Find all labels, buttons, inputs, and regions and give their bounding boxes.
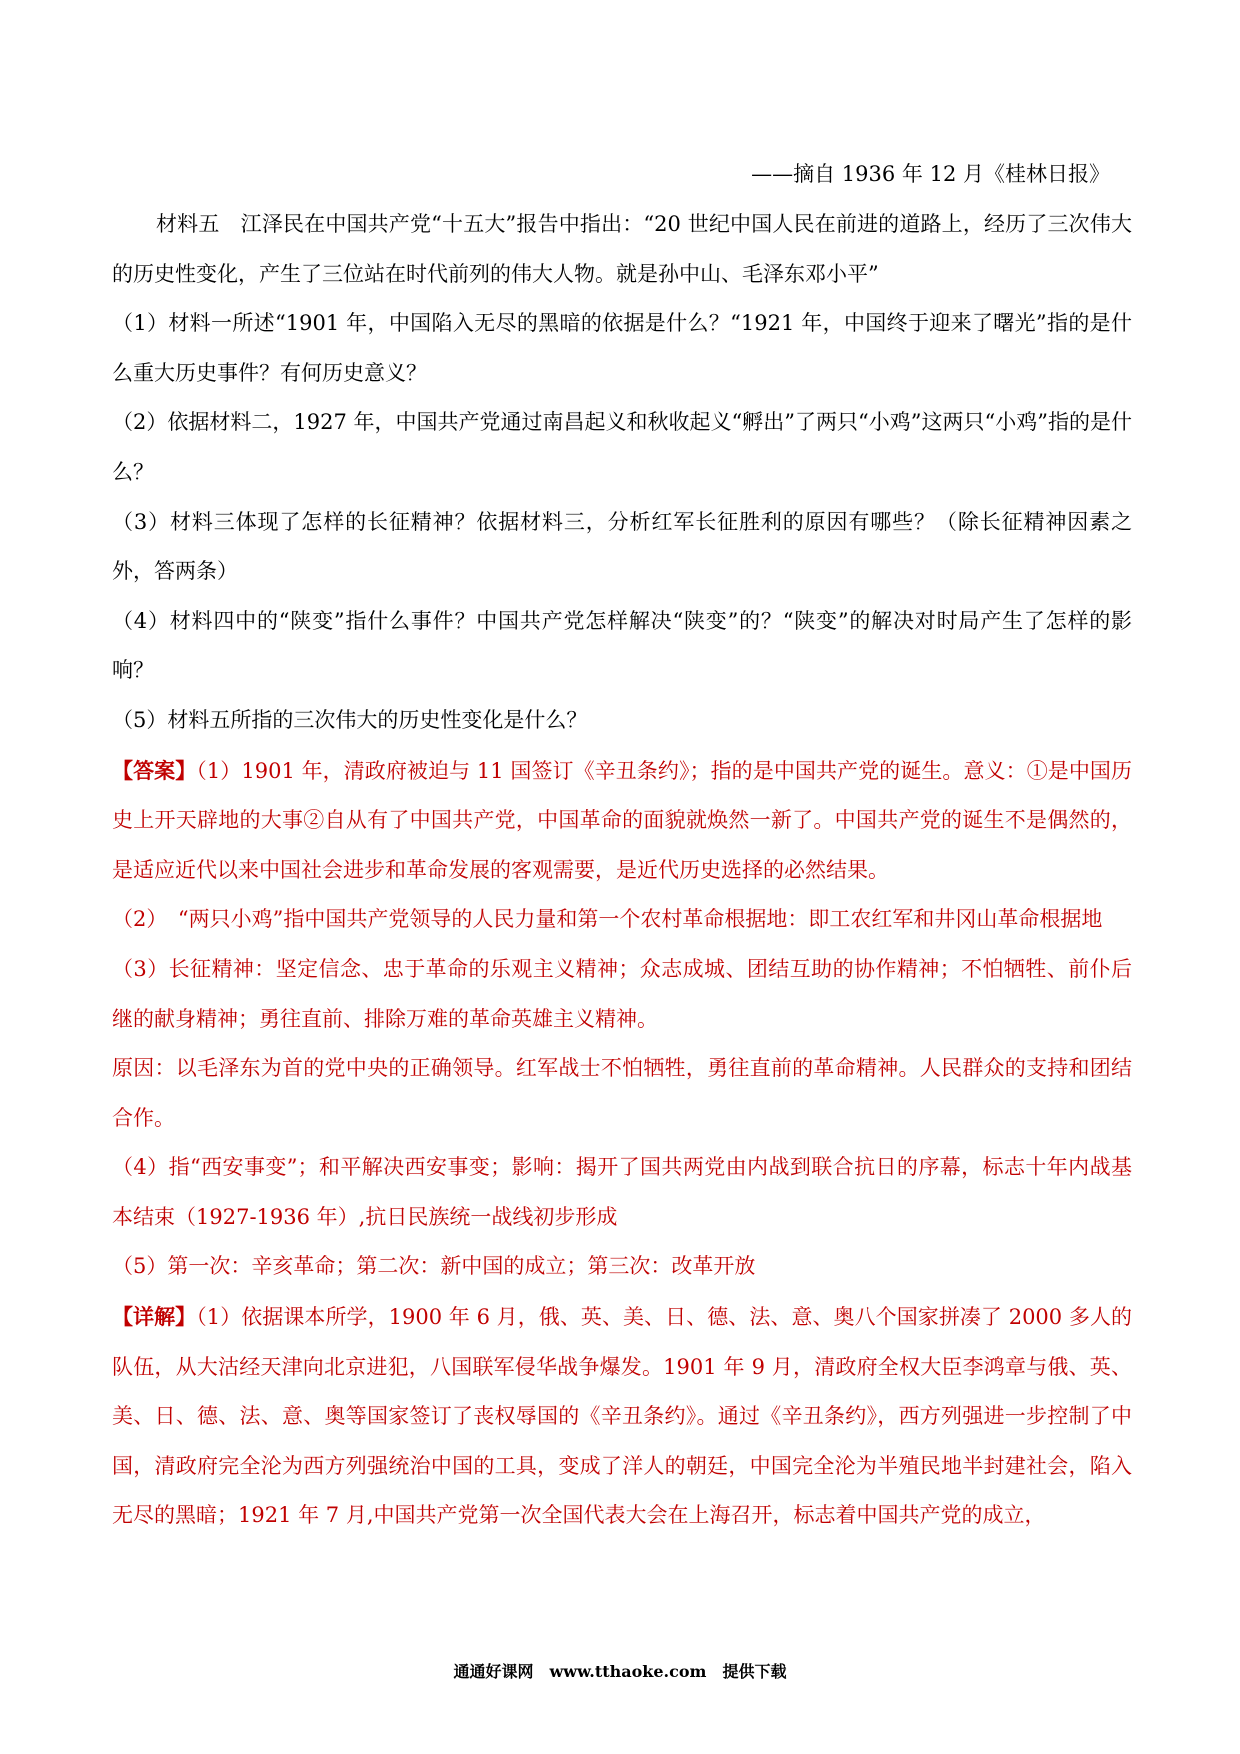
source-citation: ——摘自 1936 年 12 月《桂林日报》 — [751, 162, 1110, 186]
answer-1: （1）1901 年，清政府被迫与 11 国签订《辛丑条约》；指的是中国共产党的诞生。意义：①是中国历史上开天辟地的大事②自从有了中国共产党，中国革命的面貌就焕然一新了。中国共产党的诞生不是偶然的，是适应近代以来中国社会进步和革命发展的客观需要，是近代历史选择的必然结果。 — [112, 758, 1132, 882]
answer-4: （4）指“西安事变”；和平解决西安事变；影响：揭开了国共两党由内战到联合抗日的序幕，标志十年内战基本结束（1927-1936 年）,抗日民族统一战线初步形成 — [112, 1155, 1132, 1229]
question-3: （3）材料三体现了怎样的长征精神？依据材料三，分析红军长征胜利的原因有哪些？（除长征精神因素之外，答两条） — [112, 509, 1132, 584]
detail-text: （1）依据课本所学，1900 年 6 月，俄、英、美、日、德、法、意、奥八个国家拼凑了 2000 多人的队伍，从大沽经天津向北京进犯，八国联军侵华战争爆发。1901 年 9 月，清政府全权大臣李鸿章与俄、英、美、日、德、法、意、奥等国家签订了丧权辱国的《辛丑条约》。通过《辛丑条约》，西方列强进一步控制了中国，清政府完全沦为西方列强统治中国的工具，变成了洋人的朝廷，中国完全沦为半殖民地半封建社会，陷入无尽的黑暗；1921 年 7 月,中国共产党第一次全国代表大会在上海召开，标志着中国共产党的成立， — [112, 1305, 1132, 1528]
question-5: （5）材料五所指的三次伟大的历史性变化是什么？ — [112, 707, 588, 732]
question-2: （2）依据材料二，1927 年，中国共产党通过南昌起义和秋收起义“孵出”了两只“小鸡”这两只“小鸡”指的是什么？ — [112, 410, 1132, 484]
answer-label: 【答案】 — [112, 757, 197, 783]
detail-paragraph — [112, 1292, 1132, 1541]
answer-paragraph — [112, 746, 1132, 896]
answer-5: （5）第一次：辛亥革命；第二次：新中国的成立；第三次：改革开放 — [112, 1254, 756, 1279]
document-body — [112, 200, 1132, 1541]
answer-3-reason: 原因：以毛泽东为首的党中央的正确领导。红军战士不怕牺牲，勇往直前的革命精神。人民群众的支持和团结合作。 — [112, 1056, 1132, 1130]
question-4: （4）材料四中的“陕变”指什么事件？中国共产党怎样解决“陕变”的？“陕变”的解决对时局产生了怎样的影响？ — [112, 608, 1132, 683]
page-footer: 通通好课网 www.tthaoke.com 提供下载 — [453, 1662, 787, 1681]
detail-label: 【详解】 — [112, 1304, 197, 1330]
material-five: 材料五 江泽民在中国共产党“十五大”报告中指出：“20 世纪中国人民在前进的道路上，经历了三次伟大的历史性变化，产生了三位站在时代前列的伟大人物。就是孙中山、毛泽东邓小平” — [112, 212, 1132, 286]
answer-2: （2） “两只小鸡”指中国共产党领导的人民力量和第一个农村革命根据地：即工农红军和井冈山革命根据地 — [112, 907, 1103, 932]
answer-3: （3）长征精神：坚定信念、忠于革命的乐观主义精神；众志成城、团结互助的协作精神；不怕牺牲、前仆后继的献身精神；勇往直前、排除万难的革命英雄主义精神。 — [112, 956, 1132, 1031]
question-1: （1）材料一所述“1901 年，中国陷入无尽的黑暗的依据是什么？“1921 年，中国终于迎来了曙光”指的是什么重大历史事件？有何历史意义？ — [112, 311, 1132, 385]
